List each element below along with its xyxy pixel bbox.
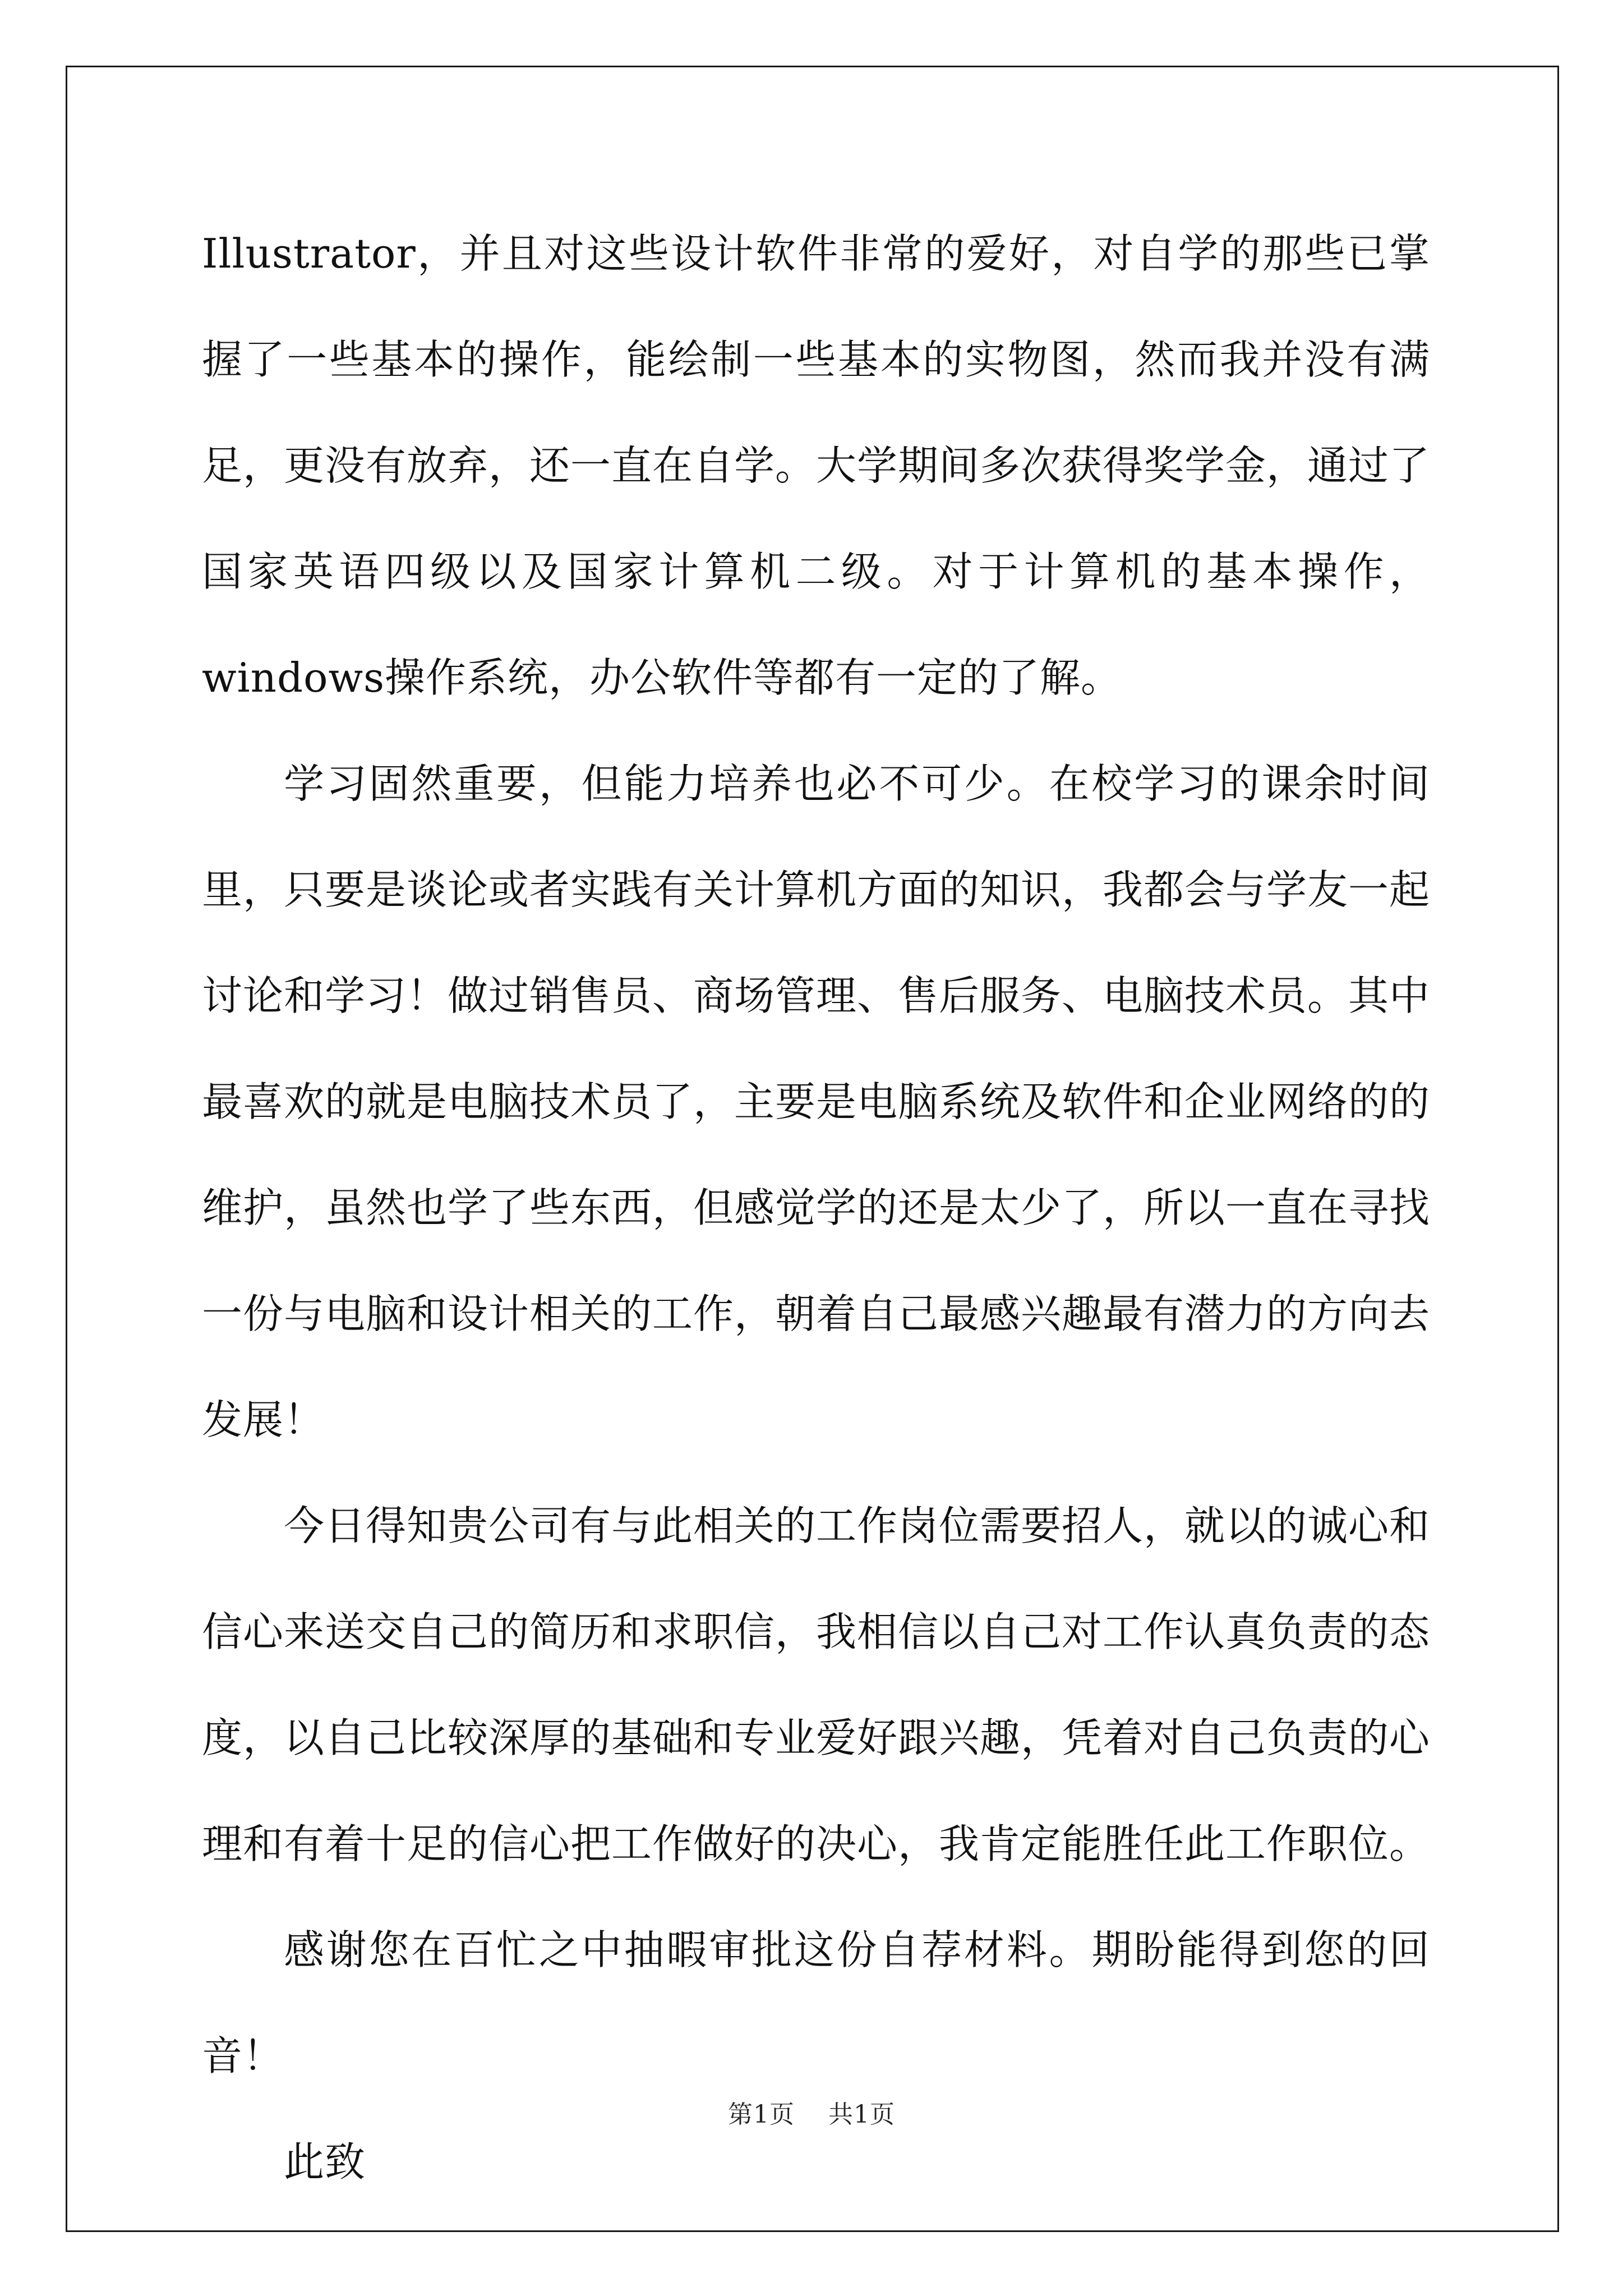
paragraph-continued: Illustrator，并且对这些设计软件非常的爱好，对自学的那些已掌握了一些基本的操作，能绘制一些基本的实物图，然而我并没有满足，更没有放弃，还一直在自学。大学期间多次获得奖学金，通过了国家英语四级以及国家计算机二级。对于计算机的基本操作，windows操作系统，办公软件等都有一定的了解。 [202, 230, 1431, 701]
paragraph-ability: 学习固然重要，但能力培养也必不可少。在校学习的课余时间里，只要是谈论或者实践有关计算机方面的知识，我都会与学友一起讨论和学习！做过销售员、商场管理、售后服务、电脑技术员。其中最喜欢的就是电脑技术员了，主要是电脑系统及软件和企业网络的的维护，虽然也学了些东西，但感觉学的还是太少了，所以一直在寻找一份与电脑和设计相关的工作，朝着自己最感兴趣最有潜力的方向去发展！ [202, 760, 1431, 1443]
paragraph-thanks: 感谢您在百忙之中抽暇审批这份自荐材料。期盼能得到您的回音！ [202, 1926, 1430, 2079]
paragraph-application: 今日得知贵公司有与此相关的工作岗位需要招人，就以的诚心和信心来送交自己的简历和求职信，我相信以自己对工作认真负责的态度，以自己比较深厚的基础和专业爱好跟兴趣，凭着对自己负责的心理和有着十足的信心把工作做好的决心，我肯定能胜任此工作职位。 [202, 1502, 1431, 1867]
paragraph-closing: 此致 [284, 2138, 366, 2185]
page-number: 第1页 [728, 2100, 795, 2129]
page-footer [0, 2094, 1623, 2130]
document-body [202, 201, 1430, 2215]
page-total: 共1页 [828, 2100, 895, 2129]
